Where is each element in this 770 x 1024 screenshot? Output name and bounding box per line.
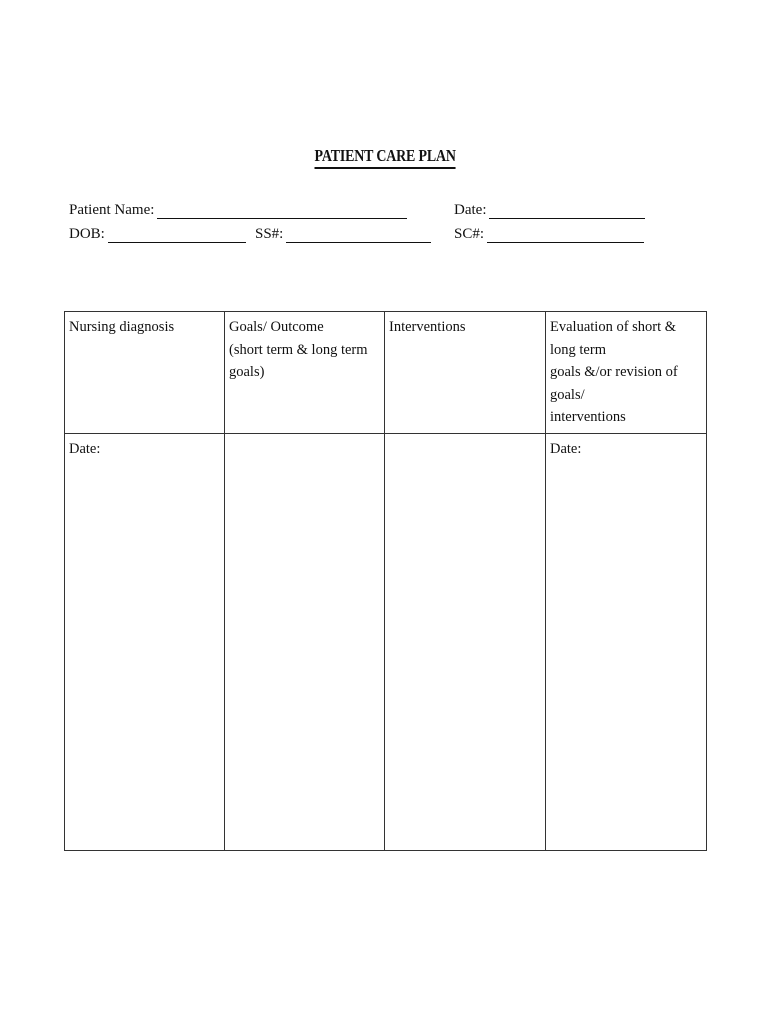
date-label: Date: [550, 440, 582, 457]
dob-field[interactable] [69, 225, 246, 243]
ss-label: SS#: [255, 226, 284, 242]
patient-name-label: Patient Name: [69, 202, 155, 218]
header-evaluation [546, 312, 707, 434]
ss-line[interactable] [286, 228, 431, 243]
header-line: Interventions [389, 319, 466, 335]
header-nursing-diagnosis [65, 312, 225, 434]
patient-name-field[interactable] [69, 201, 407, 219]
title-text: PATIENT CARE PLAN [314, 146, 455, 169]
header-line: Goals/ Outcome [229, 319, 324, 335]
page-title [0, 146, 770, 169]
patient-name-line[interactable] [157, 204, 407, 219]
table-header-row [65, 312, 707, 434]
header-interventions [385, 312, 546, 434]
date-label: Date: [69, 440, 101, 457]
care-plan-table [64, 311, 707, 851]
table-body-row [65, 433, 707, 850]
date-field[interactable] [454, 201, 645, 219]
interventions-cell[interactable] [385, 433, 546, 850]
date-line[interactable] [489, 204, 645, 219]
goals-outcome-cell[interactable] [225, 433, 385, 850]
header-line: (short term & long term goals) [229, 341, 368, 380]
nursing-diagnosis-cell[interactable] [65, 433, 225, 850]
evaluation-cell[interactable] [546, 433, 707, 850]
dob-line[interactable] [108, 228, 246, 243]
dob-label: DOB: [69, 226, 105, 242]
sc-line[interactable] [487, 228, 644, 243]
header-line: Evaluation of short & long term [550, 319, 677, 358]
sc-field[interactable] [454, 225, 644, 243]
header-line: goals &/or revision of goals/ [550, 364, 678, 403]
date-label: Date: [454, 202, 487, 218]
sc-label: SC#: [454, 226, 485, 242]
ss-field[interactable] [255, 225, 431, 243]
header-goals-outcome [225, 312, 385, 434]
header-line: interventions [550, 409, 626, 425]
header-line: Nursing diagnosis [69, 319, 175, 335]
